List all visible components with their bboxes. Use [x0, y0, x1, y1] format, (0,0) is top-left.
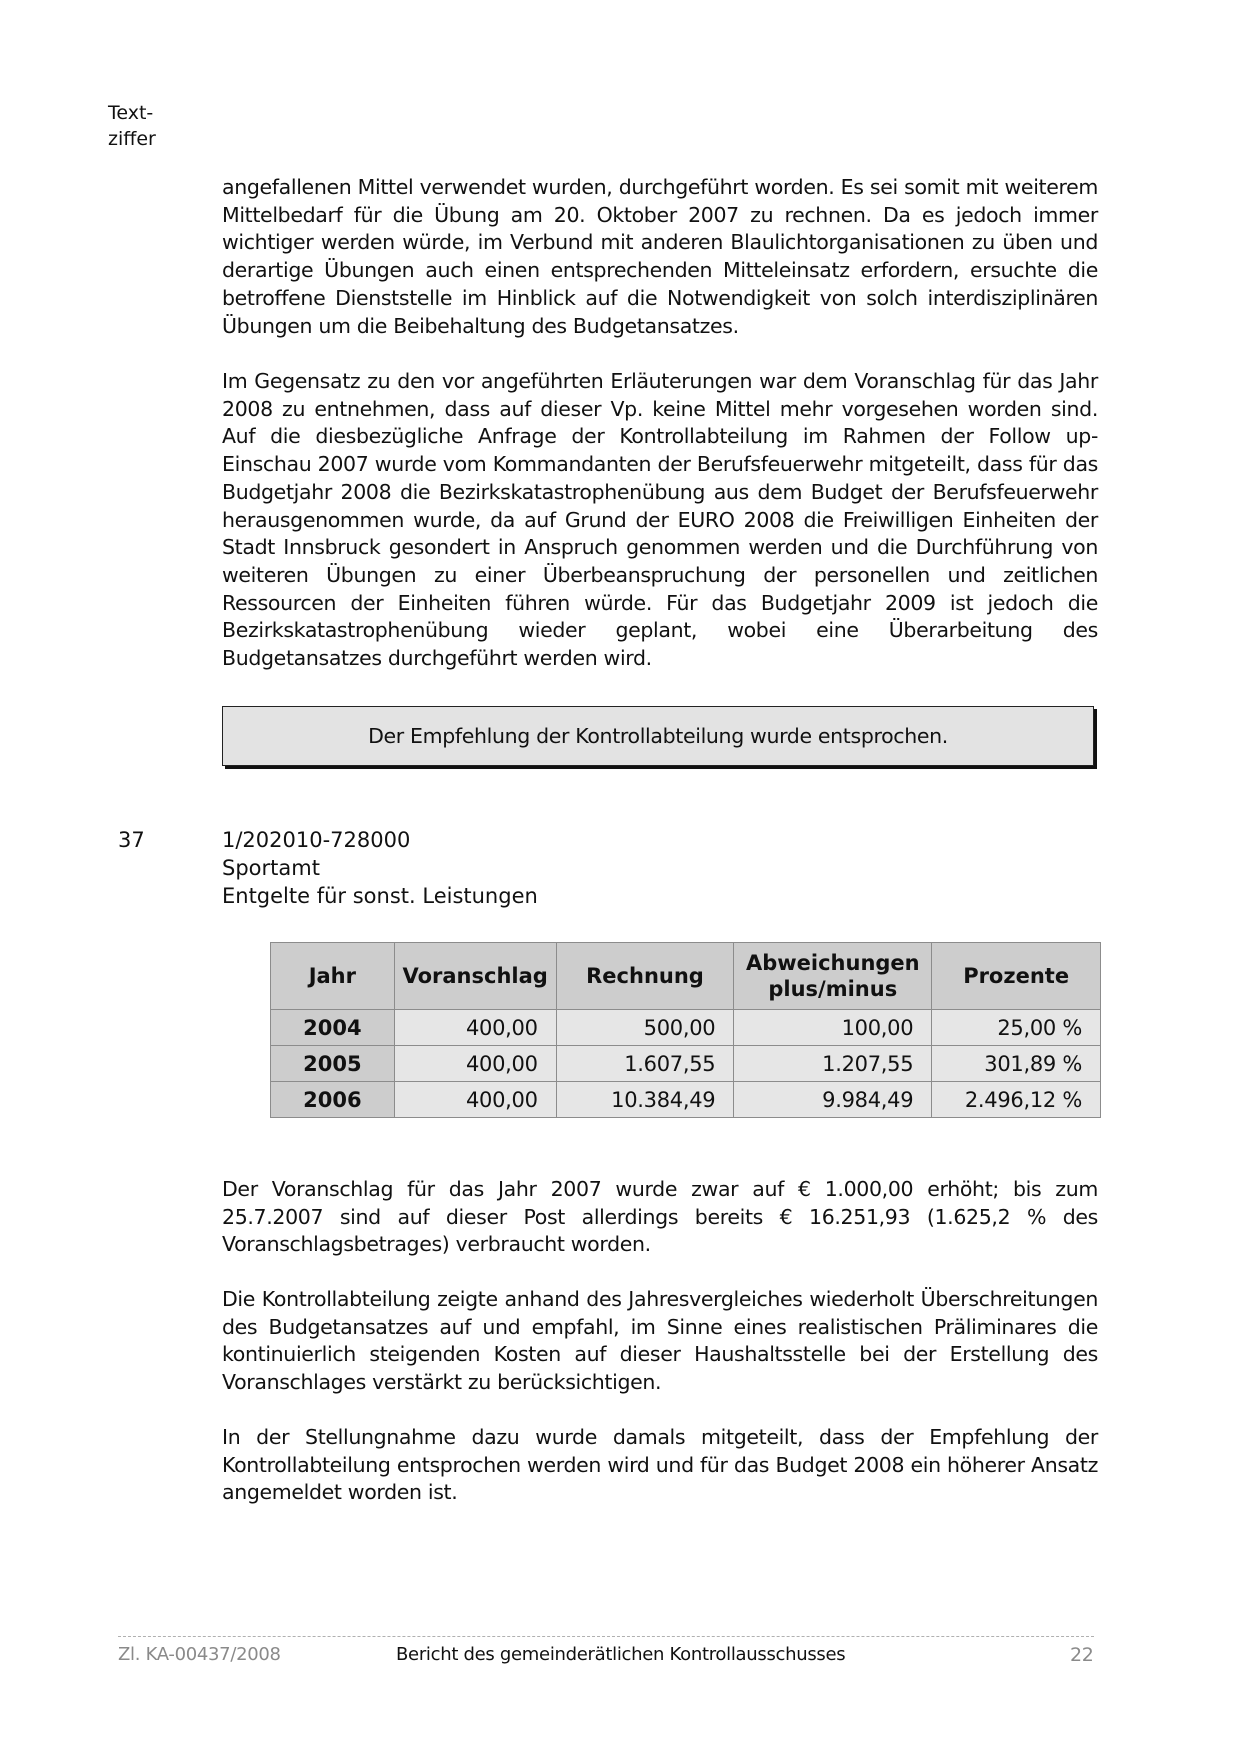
cell-voranschlag: 400,00 [394, 1010, 556, 1046]
item-heading [222, 826, 538, 910]
cell-rechnung: 10.384,49 [556, 1082, 734, 1118]
cell-year: 2005 [271, 1046, 395, 1082]
paragraph-2-container [222, 368, 1098, 673]
cell-prozente: 2.496,12 % [932, 1082, 1101, 1118]
recommendation-result-box [222, 706, 1094, 766]
paragraph-exercise-budget: angefallenen Mittel verwendet wurden, durchgeführt worden. Es sei somit mit weiterem Mittelbedarf für die Übung am 20. Oktober 2007 zu rechnen. Da es jedoch immer wichtiger werden würde, im Verbund mit anderen Blaulichtorganisationen zu üben und derartige Übungen auch einen entsprechenden Mitteleinsatz erfordern, ersuchte die betroffene Dienststelle im Hinblick auf die Notwendigkeit von solch interdisziplinären Übungen um die Beibehaltung des Budgetansatzes. [222, 175, 1098, 338]
margin-label-textziffer [108, 100, 156, 152]
cell-abweichung: 100,00 [734, 1010, 932, 1046]
table-row [271, 1082, 1101, 1118]
cell-prozente: 25,00 % [932, 1010, 1101, 1046]
footer-page-number: 22 [1070, 1644, 1094, 1666]
cell-year: 2004 [271, 1010, 395, 1046]
recommendation-result-text: Der Empfehlung der Kontrollabteilung wurde entsprochen. [368, 724, 948, 748]
header-abweichungen-line1: Abweichungen [745, 951, 920, 975]
header-rechnung: Rechnung [556, 943, 734, 1010]
cell-abweichung: 1.207,55 [734, 1046, 932, 1082]
header-abweichungen [734, 943, 932, 1010]
item-number: 37 [118, 828, 145, 852]
paragraph-budget-2007: Der Voranschlag für das Jahr 2007 wurde zwar auf € 1.000,00 erhöht; bis zum 25.7.2007 sind auf dieser Post allerdings bereits € 16.251,93 (1.625,2 % des Voranschlagsbetrages) verbraucht worden. [222, 1177, 1098, 1257]
item-account-number: 1/202010-728000 [222, 828, 411, 852]
footer-reference: Zl. KA-00437/2008 [118, 1644, 281, 1665]
budget-comparison-table [270, 942, 1101, 1118]
paragraph-4-container [222, 1286, 1098, 1397]
margin-label-line2: ziffer [108, 128, 156, 150]
paragraph-recommendation: Die Kontrollabteilung zeigte anhand des Jahresvergleiches wiederholt Überschreitungen des Budgetansatzes auf und empfahl, im Sinne eines realistischen Präliminares die kontinuierlich steigenden Kosten auf dieser Haushaltsstelle bei der Erstellung des Voranschlages verstärkt zu berücksichtigen. [222, 1287, 1098, 1395]
table-row [271, 1046, 1101, 1082]
cell-voranschlag: 400,00 [394, 1082, 556, 1118]
header-voranschlag: Voranschlag [394, 943, 556, 1010]
cell-prozente: 301,89 % [932, 1046, 1101, 1082]
cell-abweichung: 9.984,49 [734, 1082, 932, 1118]
paragraph-3-container [222, 1176, 1098, 1259]
header-prozente: Prozente [932, 943, 1101, 1010]
cell-rechnung: 1.607,55 [556, 1046, 734, 1082]
margin-label-line1: Text- [108, 102, 154, 124]
footer-report-title: Bericht des gemeinderätlichen Kontrollausschusses [396, 1644, 846, 1665]
cell-year: 2006 [271, 1082, 395, 1118]
cell-voranschlag: 400,00 [394, 1046, 556, 1082]
item-description: Entgelte für sonst. Leistungen [222, 884, 538, 908]
footer-divider [118, 1636, 1094, 1637]
paragraph-5-container [222, 1424, 1098, 1507]
table-header-row [271, 943, 1101, 1010]
table-row [271, 1010, 1101, 1046]
header-jahr: Jahr [271, 943, 395, 1010]
paragraph-budget-2008: Im Gegensatz zu den vor angeführten Erläuterungen war dem Voranschlag für das Jahr 2008 zu entnehmen, dass auf dieser Vp. keine Mittel mehr vorgesehen worden sind. Auf die diesbezügliche Anfrage der Kontrollabteilung im Rahmen der Follow up-Einschau 2007 wurde vom Kommandanten der Berufsfeuerwehr mitgeteilt, dass für das Budgetjahr 2008 die Bezirkskatastrophenübung aus dem Budget der Berufsfeuerwehr herausgenommen wurde, da auf Grund der EURO 2008 die Freiwilligen Einheiten der Stadt Innsbruck gesondert in Anspruch genommen werden und die Durchführung von weiteren Übungen zu einer Überbeanspruchung der personellen und zeitlichen Ressourcen der Einheiten führen würde. Für das Budgetjahr 2009 ist jedoch die Bezirkskatastrophenübung wieder geplant, wobei eine Überarbeitung des Budgetansatzes durchgeführt werden wird. [222, 369, 1098, 671]
item-department: Sportamt [222, 856, 320, 880]
cell-rechnung: 500,00 [556, 1010, 734, 1046]
paragraph-1-container [222, 174, 1098, 340]
header-abweichungen-line2: plus/minus [768, 977, 898, 1001]
paragraph-statement: In der Stellungnahme dazu wurde damals mitgeteilt, dass der Empfehlung der Kontrollabteilung entsprochen werden wird und für das Budget 2008 ein höherer Ansatz angemeldet worden ist. [222, 1425, 1098, 1505]
